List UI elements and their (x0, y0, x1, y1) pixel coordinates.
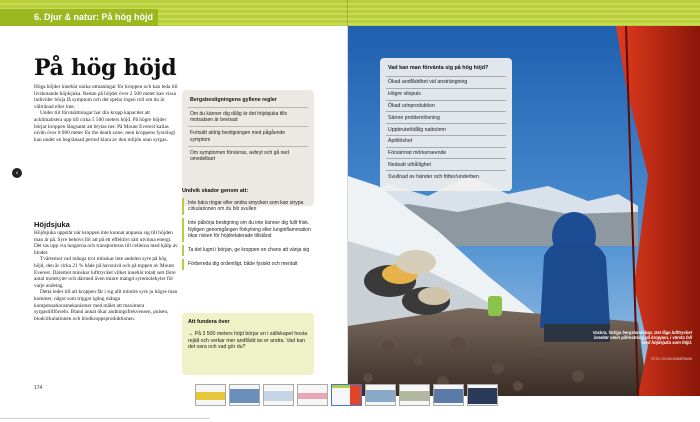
question-list (386, 76, 506, 182)
subhead-hojdsjuka: Höjdsjuka (34, 220, 70, 229)
thumbnail-page[interactable] (365, 384, 396, 406)
harm-item: Inte bära ringar eller andra smycken som kan strypa cirkulationen om du blir svullen (182, 198, 312, 215)
thumbnail-page[interactable] (195, 384, 226, 406)
thumbnail-page[interactable] (297, 384, 328, 406)
bottom-divider (0, 418, 210, 419)
page-number: 174 (34, 385, 43, 391)
harm-list (182, 198, 312, 273)
thumbnail-page-current[interactable] (331, 384, 362, 406)
harm-item: Ta det lugnt i början, ge kroppen en chans att vänja sig (182, 245, 312, 256)
body-paragraph: Höjdsjuka uppstår när kroppen inte kunnat anpassa sig till höjden man är på. Syre behövs för att på ett effektivt sätt utvinna energi. Det tas upp via lungorna och transporteras till cellerna med hjälp av blodet. (34, 230, 178, 256)
thumbnail-page[interactable] (399, 384, 430, 406)
body-paragraph: Detta leder till att kroppen får i sig allt mindre syre ju högre man kommer, något som triggar igång många kompensationsmekanismer med målet att maximera syrgastillförseln. Bland annat ökar andningsfrekvensen, pulsen, blodcirkulationen och blodkroppsproduktionen. (34, 289, 178, 322)
rules-title: Bergsbestigningens gyllene regler (190, 97, 277, 103)
previous-page-arrow-icon[interactable]: ‹ (12, 168, 22, 178)
harm-item: Förbereda dig ordentligt, både fysiskt och mentalt (182, 259, 312, 270)
thumbnail-page[interactable] (263, 384, 294, 406)
intro-paragraph: Under tiit förutsättningar har din kropp kapacitet att acklimatisera upp till cirka 5 500 meters höjd. På högre höjder börjar kroppen långsamt att brytas ner. På Mount Everest kallas nivån över 8 000 meter för the death zone, men kroppens fysiologi kan under en begränsad period klara av den miljön utan syrgas. (34, 110, 176, 143)
rules-item: Fortsätt aldrig bestigningen med pågående symptom (188, 126, 308, 145)
rules-list (188, 107, 308, 165)
body-text (34, 230, 178, 322)
center-fold (347, 0, 348, 396)
question-item: Ökad andfåddhet vid ansträngning (386, 76, 506, 88)
think-box (182, 313, 314, 375)
page-title: På hög höjd (34, 55, 177, 81)
think-title: Att fundera över (188, 319, 230, 325)
question-box (380, 58, 512, 191)
question-item: Svullnad av händer och fötter/underben (386, 170, 506, 182)
thumbnail-strip (195, 384, 505, 410)
rules-item: Om du känner dig dålig är det höjdsjuka tills motsatsen är bevisad (188, 107, 308, 126)
thumbnail-page[interactable] (467, 384, 498, 406)
rules-item: Om symptomen förvärras, avbryt och gå ned omedelbart (188, 146, 308, 165)
question-item: Högre vilopuls (386, 88, 506, 100)
chapter-tag: 6. Djur & natur: På hög höjd (0, 9, 158, 26)
harm-item: Inte påbörja bestigning om du inte känner dig fullt frisk. Nyligen genomgången förkylning eller lunginflammation ökar risken för höjdrelaterade tillstånd (182, 218, 312, 242)
question-item: Uppbrutet/dålig nattsömn (386, 123, 506, 135)
question-item: Aptitlöshet (386, 135, 506, 147)
question-item: Sämre problemlösning (386, 111, 506, 123)
left-page (0, 26, 348, 396)
intro-text (34, 84, 178, 143)
think-text: → På 3 500 meters höjd börjar en i sällskapet hosta rejält och verkar mer andfådd än er andra. Vad kan det vara och vad gör du? (188, 331, 308, 351)
thumbnail-page[interactable] (433, 384, 464, 406)
harm-title: Undvik skador genom att: (182, 188, 249, 194)
photo-credit: FOTO: OLIVIA ZIMMERMAN (650, 357, 692, 361)
question-item: Nedsatt uthållighet (386, 158, 506, 170)
question-item: Ökad urinproduktion (386, 100, 506, 112)
question-box-title: Vad kan man förvänta sig på hög höjd? (388, 65, 489, 71)
question-item: Försämrat mörkerseende (386, 147, 506, 159)
thumbnail-page[interactable] (229, 384, 260, 406)
photo-caption: Vackra, farliga bergslandskap. Det låga lufttrycket innebär omin påfrestning på kroppen, i värsta fall med höjdsjuka som följd. (592, 330, 692, 346)
body-paragraph: Tvärtemot vad många tror minskar inte andelen syre på hög höjd, den är cirka 21 % både på havsnivå och på toppen av Mount Everest. Däremot minskar lufttrycket vilket innebär totalt sett färre antal molekyler och därmed även minre mängd syremolekyler för varje andetag. (34, 256, 176, 289)
intro-paragraph: Höga höjder innebär unika utmaningar för kroppen och kan leda till livshotande höjdsjuka. Redan på höjder över 2 500 meter kan vissa individer börja få symptom och det spelar ingen roll om du är vältränad eller inte. (34, 84, 178, 110)
